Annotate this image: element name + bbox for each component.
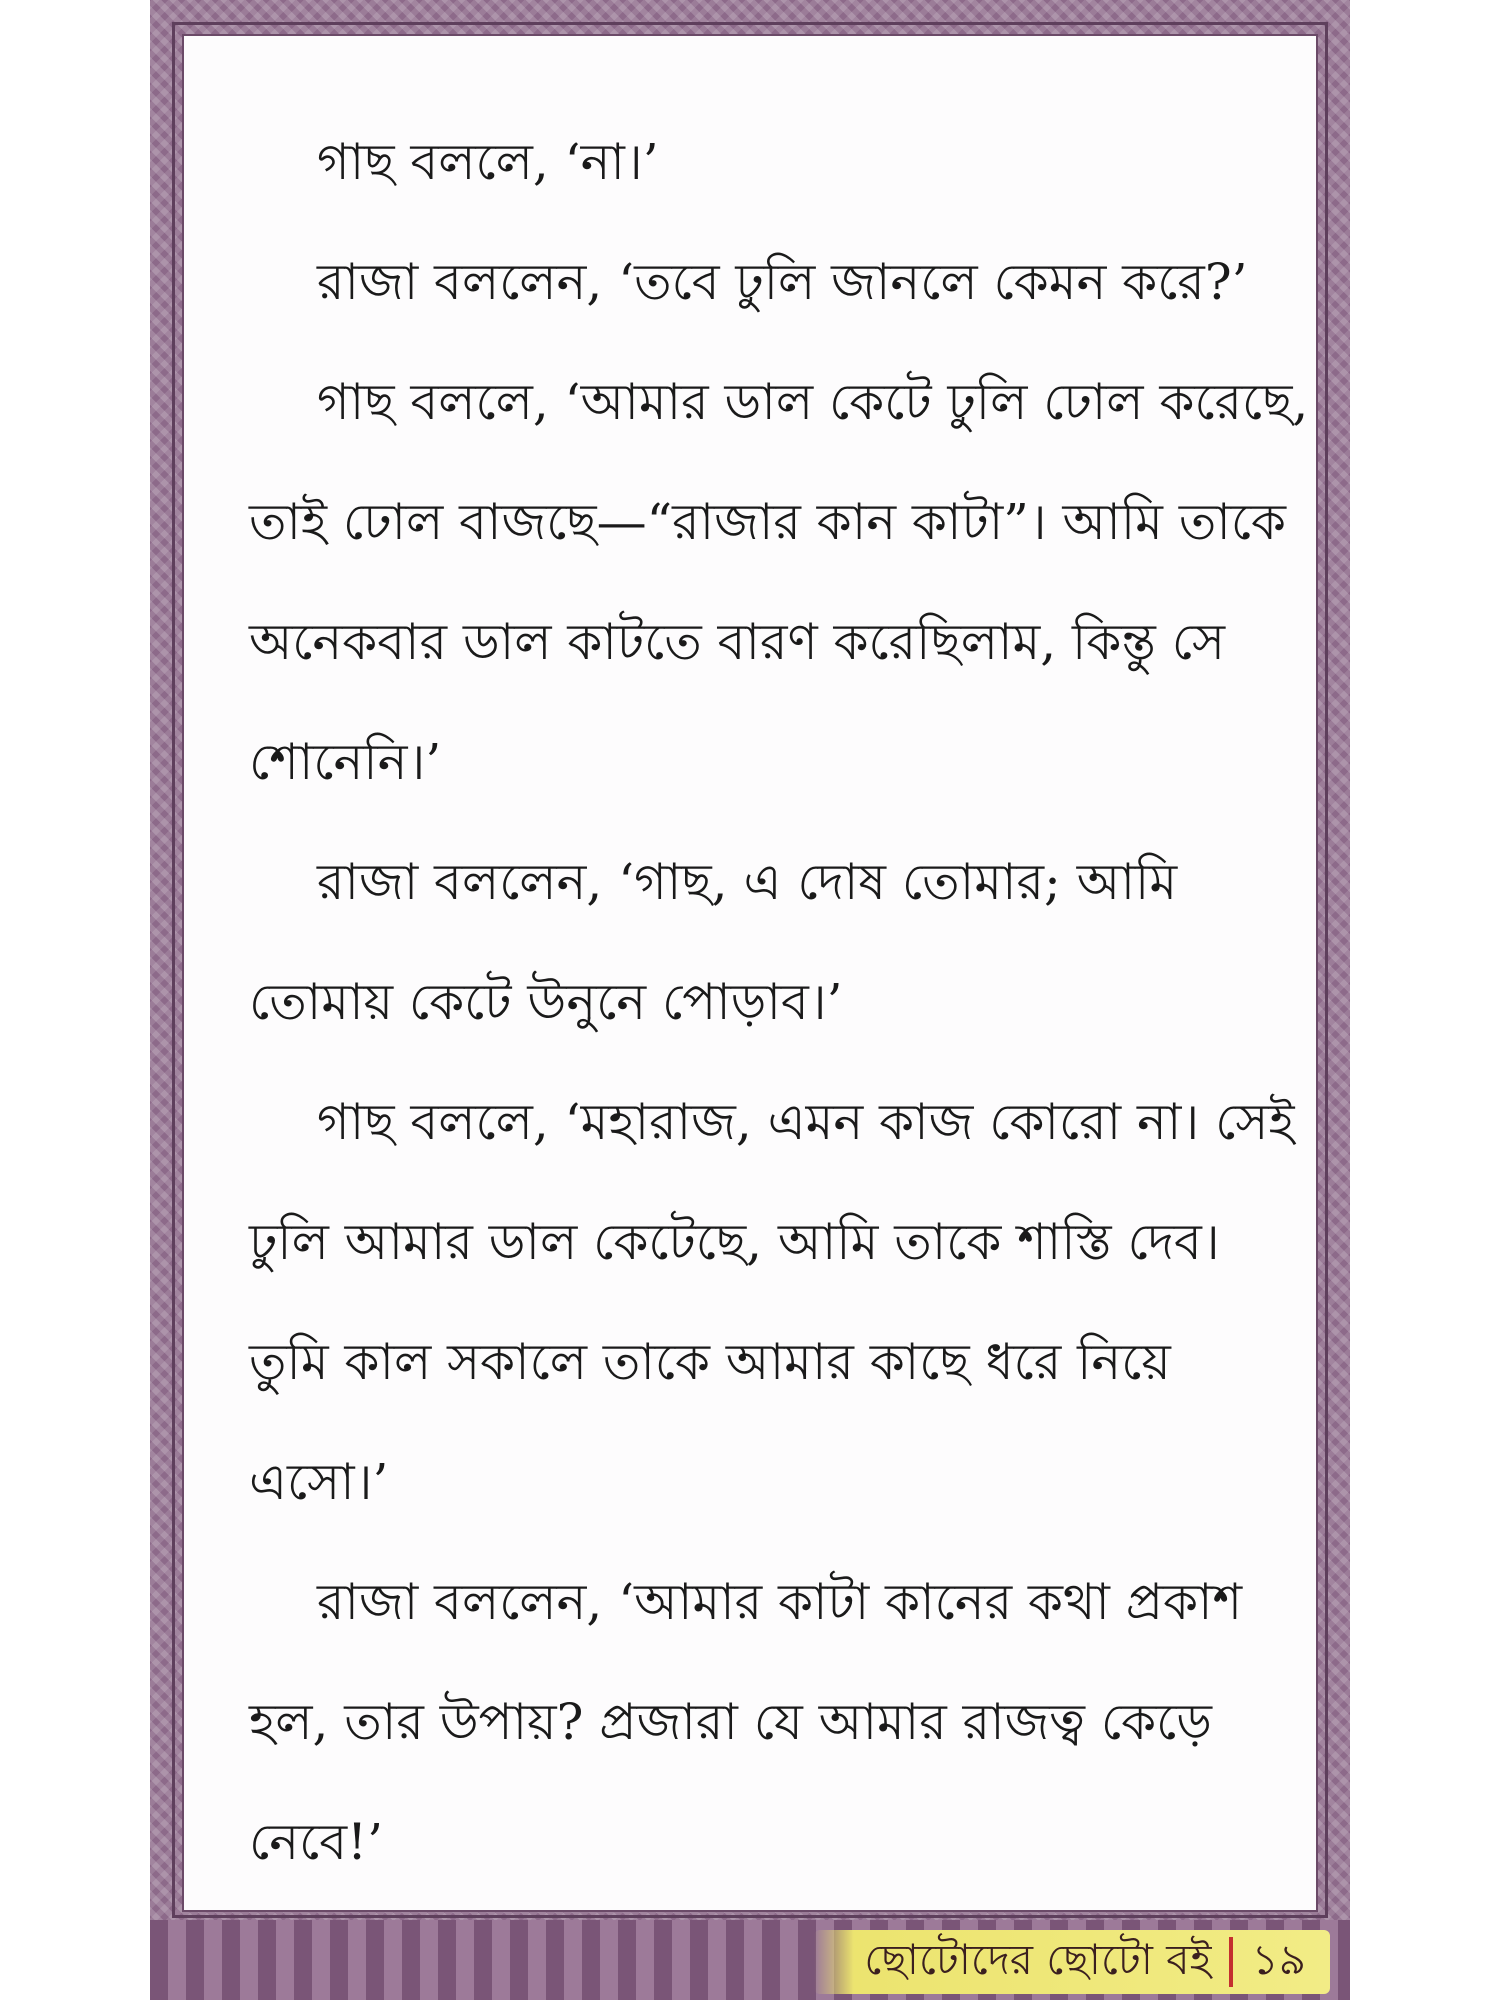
text-line: অনেকবার ডাল কাটতে বারণ করেছিলাম, কিন্তু সে (249, 613, 1226, 671)
text-line: তাই ঢোল বাজছে—“রাজার কান কাটা”। আমি তাকে (249, 493, 1286, 551)
text-line: তুমি কাল সকালে তাকে আমার কাছে ধরে নিয়ে (249, 1333, 1171, 1391)
text-line: রাজা বললেন, ‘তবে ঢুলি জানলে কেমন করে?’ (317, 253, 1248, 311)
text-line: নেবে!’ (249, 1813, 384, 1871)
text-line: শোনেনি।’ (249, 733, 442, 791)
text-line: গাছ বললে, ‘আমার ডাল কেটে ঢুলি ঢোল করেছে, (317, 373, 1309, 431)
text-line: রাজা বললেন, ‘আমার কাটা কানের কথা প্রকাশ (317, 1573, 1243, 1631)
text-line: গাছ বললে, ‘না।’ (317, 133, 659, 191)
book-title: ছোটোদের ছোটো বই (864, 1934, 1212, 1984)
text-line: হল, তার উপায়? প্রজারা যে আমার রাজত্ব কেড়ে (249, 1693, 1212, 1751)
footer-label (814, 1930, 1330, 1994)
text-line: তোমায় কেটে উনুনে পোড়াব।’ (249, 973, 843, 1031)
text-line: ঢুলি আমার ডাল কেটেছে, আমি তাকে শাস্তি দেব। (249, 1213, 1220, 1271)
text-panel (182, 34, 1318, 1912)
text-line: গাছ বললে, ‘মহারাজ, এমন কাজ কোরো না। সেই (317, 1093, 1295, 1151)
text-line: এসো।’ (249, 1453, 389, 1511)
text-line: রাজা বললেন, ‘গাছ, এ দোষ তোমার; আমি (317, 853, 1178, 911)
page-number: ১৯ (1251, 1934, 1306, 1984)
footer-separator (1229, 1937, 1233, 1987)
book-page (150, 0, 1350, 2000)
